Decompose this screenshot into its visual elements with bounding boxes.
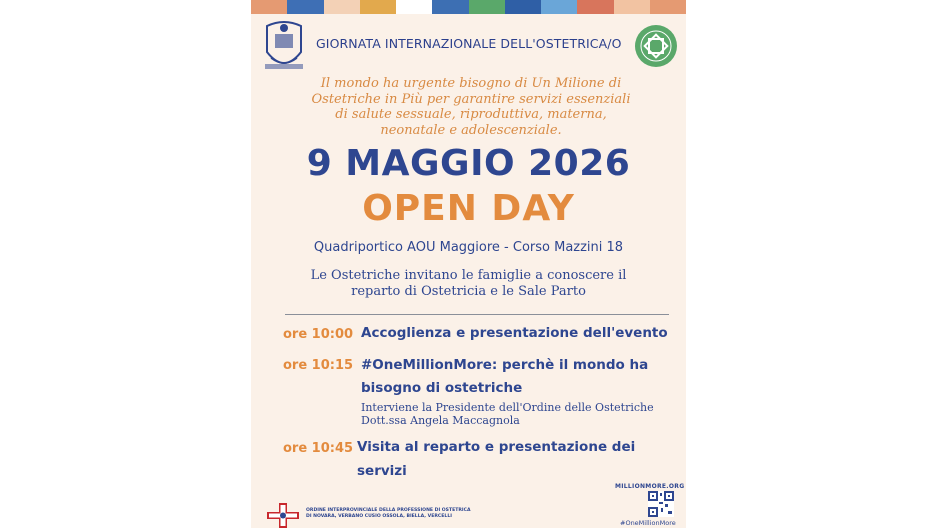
event-venue: Quadriportico AOU Maggiore - Corso Mazzini 18 [313,240,624,255]
poster [251,0,686,528]
organization-line: DI NOVARA, VERBANO CUSIO OSSOLA, BIELLA, VERCELLI [306,514,452,519]
intro-line: neonatale e adolescenziale. [380,122,562,138]
agenda-title: Accoglienza e presentazione dell'evento [361,325,668,341]
agenda-title: bisogno di ostetriche [361,380,523,396]
agenda-title: Visita al reparto e presentazione dei [357,439,636,455]
qr-code-icon[interactable] [648,491,674,517]
invite-line: reparto di Ostetricia e le Sale Parto [351,284,586,299]
intro-text [291,76,651,138]
agenda-time: ore 10:15 [283,358,354,373]
midwives-emblem-icon [634,24,678,68]
divider [285,314,669,315]
decorative-tile-border [251,0,686,14]
event-date: 9 MAGGIO 2026 [306,143,631,184]
agenda-time: ore 10:45 [283,441,354,456]
agenda-time: ore 10:00 [283,327,354,342]
intro-line: di salute sessuale, riproduttiva, materna, [335,107,607,122]
header-title: GIORNATA INTERNAZIONALE DELL'OSTETRICA/O [316,36,622,51]
hashtag: #OneMillionMore [620,519,676,527]
intro-line: Ostetriche in Più per garantire servizi essenziali [311,91,631,107]
coat-of-arms-icon [259,18,309,76]
website-link[interactable]: MILLIONMORE.ORG [615,483,685,490]
intro-line: Il mondo ha urgente bisogno di Un Milione di [320,76,622,91]
agenda-subtitle: Dott.ssa Angela Maccagnola [361,414,520,427]
organization-line: ORDINE INTERPROVINCIALE DELLA PROFESSIONE DI OSTETRICA [306,508,471,513]
order-crest-icon [267,503,299,528]
invite-text [291,268,646,300]
agenda-title: servizi [357,463,407,479]
agenda-subtitle: Interviene la Presidente dell'Ordine delle Ostetriche [361,401,654,414]
agenda-title: #OneMillionMore: perchè il mondo ha [361,357,649,373]
invite-line: Le Ostetriche invitano le famiglie a conoscere il [310,268,627,283]
event-name: OPEN DAY [362,188,575,229]
organization-name [306,508,506,520]
